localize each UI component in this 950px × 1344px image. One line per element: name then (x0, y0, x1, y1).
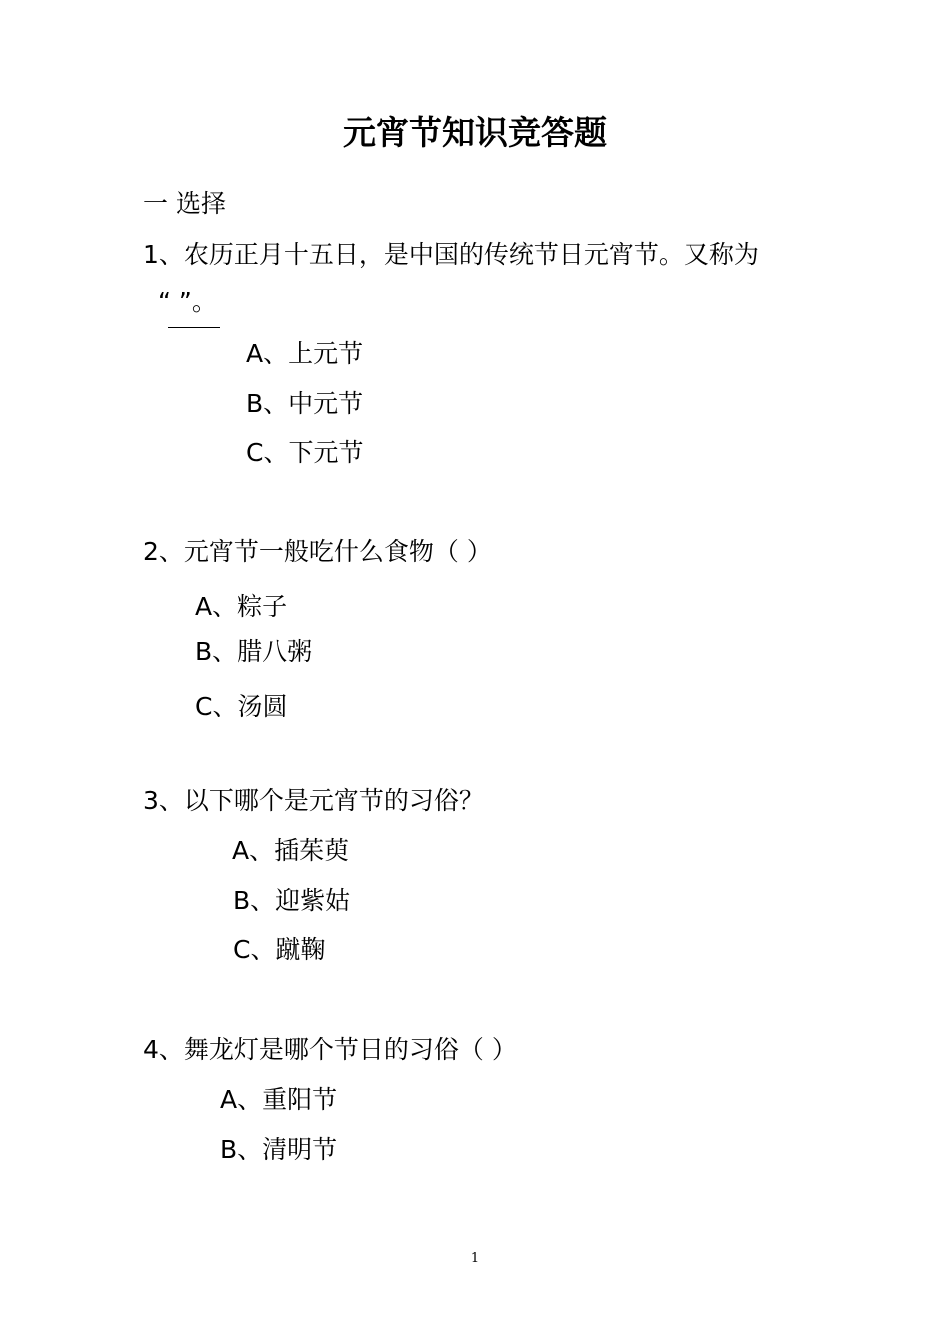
question-1-option-a: A、上元节 (246, 339, 364, 368)
question-4-option-a: A、重阳节 (220, 1085, 338, 1114)
section-heading: 一 选择 (143, 189, 226, 218)
question-2-option-b: B、腊八粥 (195, 637, 313, 666)
question-3-text: 3、以下哪个是元宵节的习俗？ (143, 786, 484, 815)
question-3-option-c: C、蹴鞠 (233, 935, 326, 964)
question-1-blank: “ ”。 (158, 287, 217, 316)
page-number: 1 (470, 1251, 480, 1266)
question-3-option-a: A、插茱萸 (232, 836, 350, 865)
question-4-text: 4、舞龙灯是哪个节日的习俗（ ） (143, 1035, 517, 1064)
question-1-option-b: B、中元节 (246, 389, 364, 418)
question-1-option-c: C、下元节 (246, 438, 364, 467)
question-1-text: 1、农历正月十五日，是中国的传统节日元宵节。又称为 (143, 240, 759, 269)
answer-blank-underline (168, 327, 220, 328)
question-2-option-c: C、汤圆 (195, 692, 288, 721)
page-title: 元宵节知识竞答题 (343, 113, 607, 152)
question-4-option-b: B、清明节 (220, 1135, 338, 1164)
question-3-option-b: B、迎紫姑 (233, 886, 351, 915)
question-2-option-a: A、粽子 (195, 592, 288, 621)
question-2-text: 2、元宵节一般吃什么食物（ ） (143, 537, 492, 566)
